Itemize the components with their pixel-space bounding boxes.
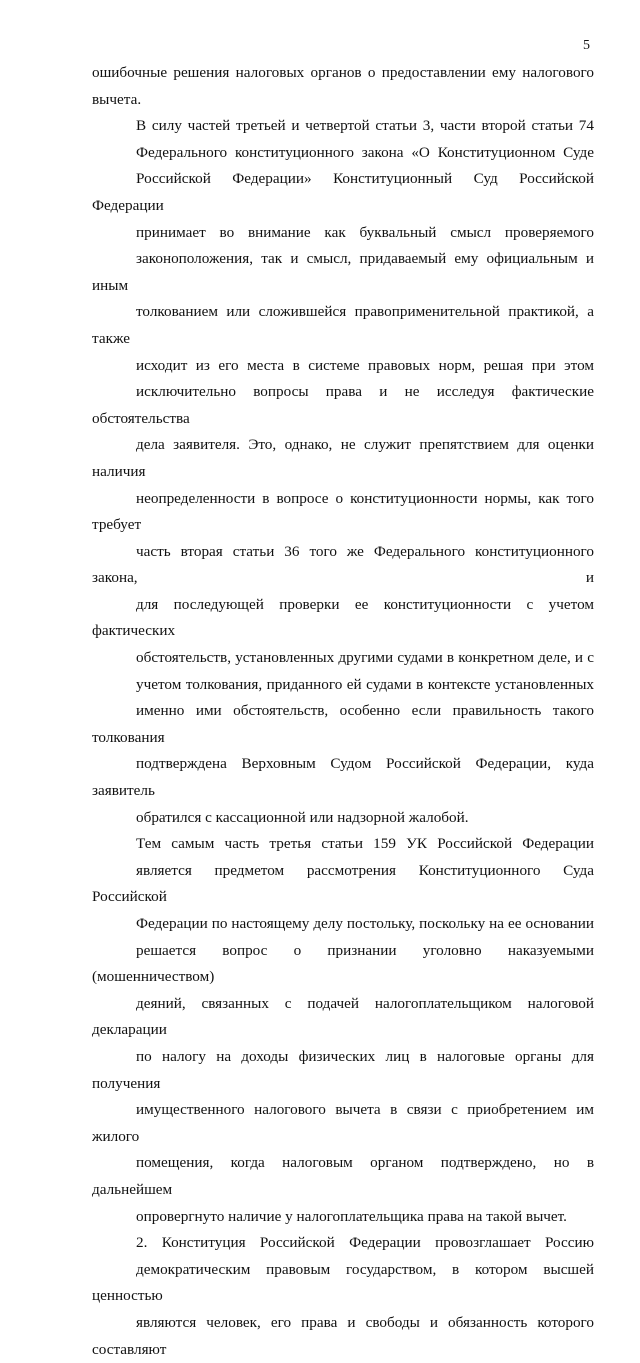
text-line: законоположения, так и смысл, придаваемый ему официальным и иным bbox=[92, 250, 594, 294]
text-line: дела заявителя. Это, однако, не служит препятствием для оценки наличия bbox=[92, 436, 594, 480]
paragraph bbox=[92, 831, 594, 1230]
text-line: Федерации по настоящему делу постольку, поскольку на ее основании bbox=[136, 915, 594, 932]
text-line: демократическим правовым государством, в котором высшей ценностью bbox=[92, 1260, 594, 1305]
text-line: опровергнуто наличие у налогоплательщика права на такой вычет. bbox=[136, 1207, 567, 1225]
text-line: подтверждена Верховным Судом Российской Федерации, куда заявитель bbox=[92, 755, 594, 800]
text-line: 2. Конституция Российской Федерации провозглашает Россию bbox=[136, 1234, 594, 1252]
text-line: обстоятельств, установленных другими судами в конкретном деле, и с bbox=[136, 649, 594, 667]
paragraph bbox=[92, 1230, 594, 1363]
text-line: Федерального конституционного закона «О Конституционном Суде bbox=[136, 143, 594, 161]
text-line: Тем самым часть третья статьи 159 УК Российской Федерации bbox=[136, 835, 594, 853]
text-line: решается вопрос о признании уголовно наказуемыми (мошенничеством) bbox=[92, 941, 594, 986]
text-line: имущественного налогового вычета в связи с приобретением им жилого bbox=[92, 1101, 594, 1145]
page-number: 5 bbox=[583, 38, 590, 53]
text-line: толкованием или сложившейся правоприменительной практикой, а также bbox=[92, 303, 594, 347]
text-line: Российской Федерации» Конституционный Суд Российской Федерации bbox=[92, 170, 594, 214]
text-line: для последующей проверки ее конституционности с учетом фактических bbox=[92, 595, 594, 640]
text-line: часть вторая статьи 36 того же Федерального конституционного закона, и bbox=[92, 542, 594, 587]
text-line: деяний, связанных с подачей налогоплательщиком налоговой декларации bbox=[92, 994, 594, 1039]
text-line: исключительно вопросы права и не исследуя фактические обстоятельства bbox=[92, 383, 594, 427]
document-body bbox=[92, 60, 594, 1363]
text-line: принимает во внимание как буквальный смысл проверяемого bbox=[136, 223, 594, 241]
text-line: В силу частей третьей и четвертой статьи 3, части второй статьи 74 bbox=[136, 117, 594, 135]
paragraph bbox=[92, 60, 594, 113]
text-line: по налогу на доходы физических лиц в налоговые органы для получения bbox=[92, 1047, 594, 1092]
text-line: обратился с кассационной или надзорной жалобой. bbox=[136, 808, 469, 826]
text-line: неопределенности в вопросе о конституционности нормы, как того требует bbox=[92, 489, 594, 534]
text-line: учетом толкования, приданного ей судами в контексте установленных bbox=[136, 675, 594, 693]
text-line: вычета. bbox=[92, 90, 142, 108]
text-line: помещения, когда налоговым органом подтверждено, но в дальнейшем bbox=[92, 1154, 594, 1198]
text-line: именно ими обстоятельств, особенно если правильность такого толкования bbox=[92, 702, 594, 746]
text-line: ошибочные решения налоговых органов о предоставлении ему налогового bbox=[92, 64, 594, 81]
text-line: являются человек, его права и свободы и обязанность которого составляют bbox=[92, 1313, 594, 1358]
text-line: исходит из его места в системе правовых норм, решая при этом bbox=[136, 356, 594, 374]
paragraph bbox=[92, 113, 594, 831]
text-line: является предметом рассмотрения Конституционного Суда Российской bbox=[92, 861, 594, 906]
